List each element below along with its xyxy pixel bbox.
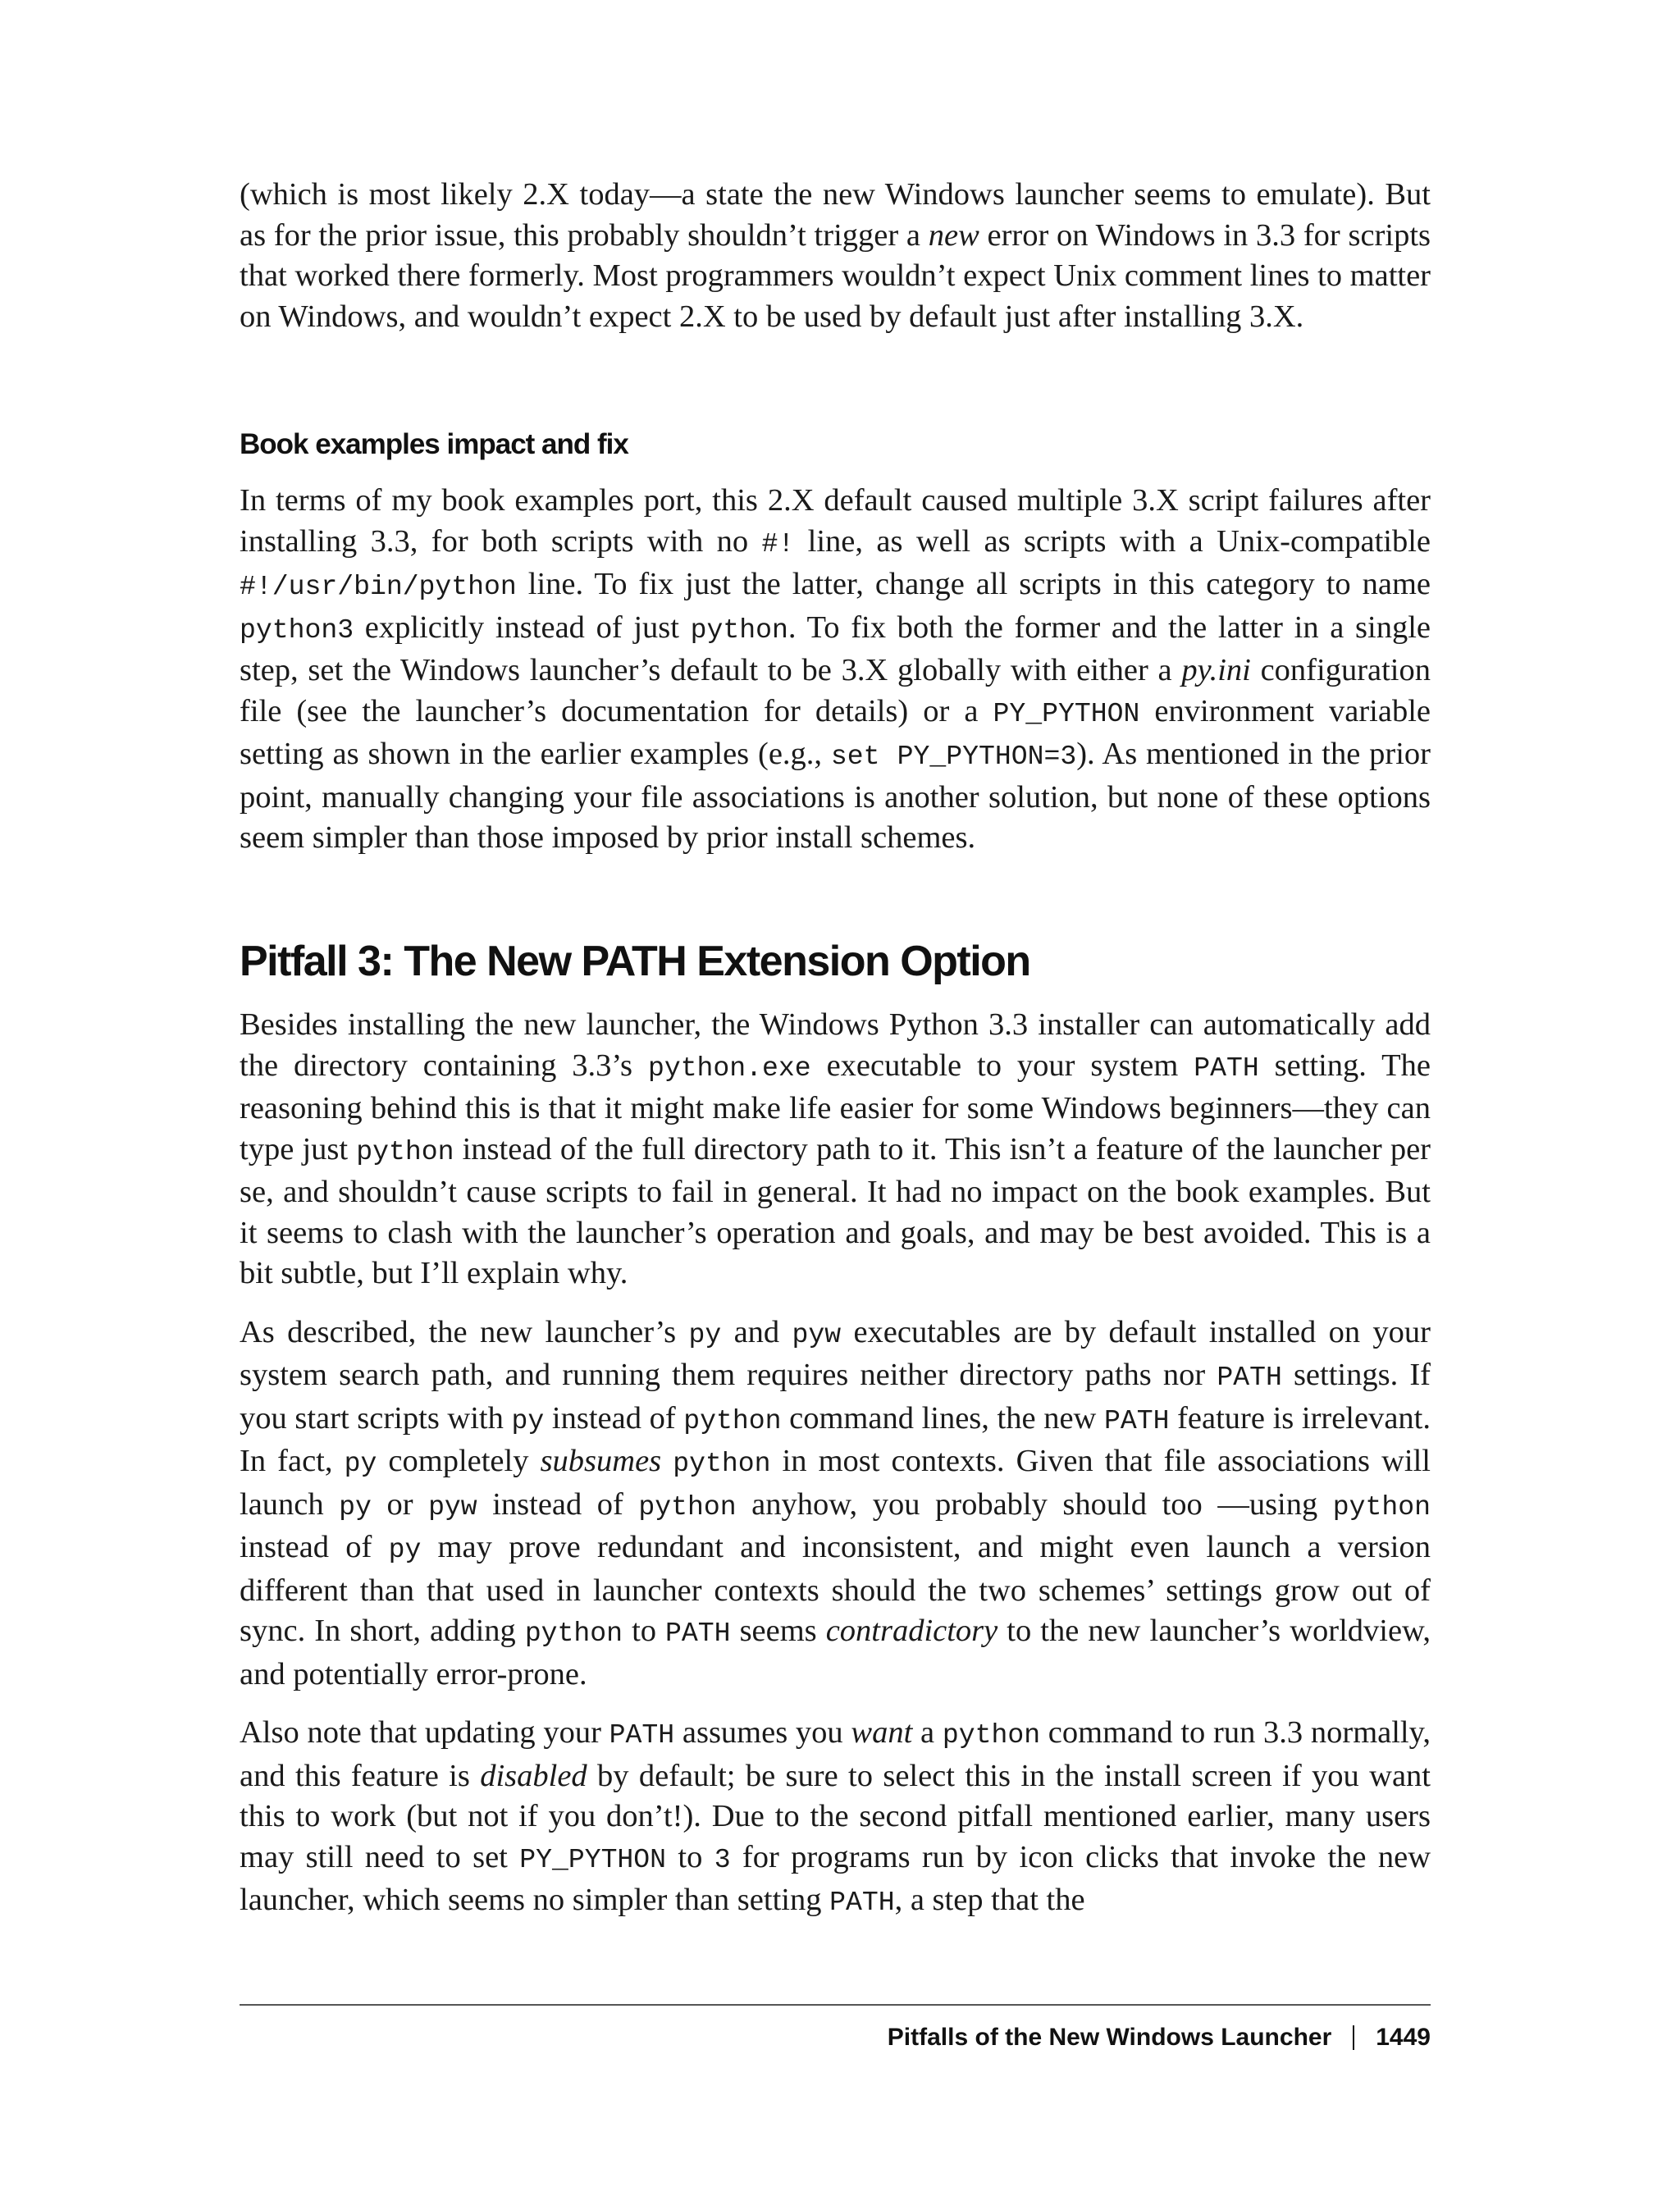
inline-code: python <box>356 1135 454 1167</box>
fix-text-block <box>240 481 1431 859</box>
text-run: command lines, the new <box>781 1400 1104 1436</box>
emphasis-text: subsumes <box>540 1444 662 1478</box>
text-run: feature is irrelevant. In fact, <box>240 1400 1431 1478</box>
text-run: instead of <box>477 1486 639 1522</box>
inline-code: python <box>524 1618 623 1649</box>
section-title: Pitfall 3: The New PATH Extension Option <box>240 938 1030 985</box>
intro-text-block <box>240 175 1431 337</box>
inline-code: set PY_PYTHON=3 <box>830 741 1077 772</box>
inline-code: python <box>638 1491 737 1522</box>
footer-divider <box>240 2004 1431 2006</box>
text-run: setting. The reasoning behind this is that it might make life easier for some Windows beginners—they can type just <box>240 1048 1431 1166</box>
text-run: anyhow, you probably should too —using <box>736 1486 1333 1522</box>
text-run: to <box>623 1614 666 1648</box>
inline-code: #!/usr/bin/python <box>240 571 517 602</box>
text-run: , a step that the <box>894 1883 1085 1917</box>
inline-code: pyw <box>792 1318 842 1350</box>
text-run: a <box>912 1715 943 1750</box>
text-run: line, as well as scripts with a Unix-compatible <box>794 523 1431 559</box>
text-run: ). As mentioned in the prior point, manually changing your file associations is another solution, but none of these options seem simpler than those imposed by prior install schemes. <box>240 737 1431 855</box>
text-run: instead of <box>240 1530 389 1564</box>
inline-code: py <box>344 1448 377 1479</box>
inline-code: python <box>690 614 788 646</box>
text-run: executable to your system <box>810 1048 1194 1083</box>
emphasis-text: contradictory <box>825 1614 998 1648</box>
text-run: executables are by default installed on your system search path, and running them requires neither directory paths nor <box>240 1314 1431 1392</box>
text-run: As described, the new launcher’s <box>240 1314 689 1349</box>
text-run: environment variable setting as shown in the earlier examples (e.g., <box>240 693 1431 771</box>
text-run: may prove redundant and inconsistent, and might even launch a version different than that used in launcher contexts should the two schemes’ settings grow out of sync. In short, adding <box>240 1530 1431 1648</box>
text-run: completely <box>377 1444 541 1478</box>
text-run: in most contexts. Given that file associations will launch <box>240 1444 1431 1522</box>
inline-code: py <box>511 1404 545 1436</box>
pitfall-paragraph-1 <box>240 1005 1431 1294</box>
inline-code: PATH <box>829 1887 895 1918</box>
text-run <box>661 1444 673 1478</box>
inline-code: python <box>942 1719 1041 1751</box>
text-run: and <box>721 1314 792 1349</box>
inline-code: PY_PYTHON <box>519 1843 667 1875</box>
inline-code: pyw <box>428 1491 477 1522</box>
text-run: (which is most likely 2.X today—a state the new Windows launcher seems to emulate). But as for the prior issue, this probably shouldn’t trigger a <box>240 177 1431 253</box>
text-run: configuration file (see the launcher’s documentation for details) or a <box>240 653 1431 728</box>
emphasis-text: new <box>928 217 979 253</box>
text-run: . To fix both the former and the latter in a single step, set the Windows launcher’s default to be 3.X globally with either a <box>240 609 1431 687</box>
text-run: by default; be sure to select this in the install screen if you want this to work (but not if you don’t!). Due to the second pitfall mentioned earlier, many users may still need to set <box>240 1758 1431 1874</box>
text-run: explicitly instead of just <box>354 609 691 645</box>
text-run: assumes you <box>674 1715 851 1750</box>
text-run: line. To fix just the latter, change all scripts in this category to name <box>516 567 1431 601</box>
text-run: to <box>666 1839 714 1874</box>
inline-code: python <box>683 1404 782 1436</box>
text-run: settings. If you start scripts with <box>240 1358 1431 1436</box>
text-run: Also note that updating your <box>240 1715 609 1750</box>
text-run: error on Windows in 3.3 for scripts that worked there formerly. Most programmers wouldn’t expect Unix comment lines to matter on Windows, and wouldn’t expect 2.X to be used by default just after installing 3.X. <box>240 217 1431 334</box>
inline-code: PATH <box>1217 1362 1282 1393</box>
text-run: command to run 3.3 normally, and this feature is <box>240 1715 1431 1793</box>
text-run: Besides installing the new launcher, the Windows Python 3.3 installer can automatically add the directory containing 3.3’s <box>240 1007 1431 1083</box>
page-footer <box>888 2024 1431 2052</box>
intro-paragraph <box>240 175 1431 337</box>
footer-separator <box>1353 2025 1354 2050</box>
page-number: 1449 <box>1376 2024 1431 2051</box>
pitfall-paragraph-2 <box>240 1312 1431 1696</box>
subheading: Book examples impact and fix <box>240 428 628 460</box>
text-run: or <box>371 1486 429 1522</box>
inline-code: python <box>1332 1491 1431 1522</box>
text-run: for programs run by icon clicks that invoke the new launcher, which seems no simpler than setting <box>240 1839 1431 1917</box>
inline-code: #! <box>761 527 795 559</box>
inline-code: PATH <box>609 1719 675 1751</box>
pitfall-text-block <box>240 1005 1431 1924</box>
inline-code: py <box>388 1534 422 1565</box>
emphasis-text: py.ini <box>1181 653 1251 687</box>
inline-code: PATH <box>665 1618 731 1649</box>
inline-code: PY_PYTHON <box>993 697 1140 729</box>
inline-code: PATH <box>1103 1404 1170 1436</box>
text-run: instead of <box>544 1400 684 1436</box>
text-run: to the new launcher’s worldview, and potentially error-prone. <box>240 1614 1431 1691</box>
fix-paragraph <box>240 481 1431 859</box>
inline-code: 3 <box>714 1843 731 1875</box>
emphasis-text: disabled <box>480 1758 587 1793</box>
inline-code: PATH <box>1194 1052 1259 1084</box>
running-title: Pitfalls of the New Windows Launcher <box>887 2024 1332 2051</box>
inline-code: python.exe <box>647 1052 811 1084</box>
text-run: instead of the full directory path to it. This isn’t a feature of the launcher per se, and shouldn’t cause scripts to fail in general. It had no impact on the book examples. But it seems to clash with the launcher’s operation and goals, and may be best avoided. This is a bit subtle, but I’ll explain why. <box>240 1131 1431 1290</box>
pitfall-paragraph-3 <box>240 1713 1431 1924</box>
inline-code: python3 <box>240 614 354 646</box>
text-run: seems <box>730 1614 826 1648</box>
inline-code: py <box>688 1318 722 1350</box>
inline-code: py <box>339 1491 372 1522</box>
inline-code: python <box>673 1448 771 1479</box>
text-run: In terms of my book examples port, this 2.X default caused multiple 3.X script failures after installing 3.3, for both scripts with no <box>240 483 1431 559</box>
emphasis-text: want <box>851 1715 913 1750</box>
